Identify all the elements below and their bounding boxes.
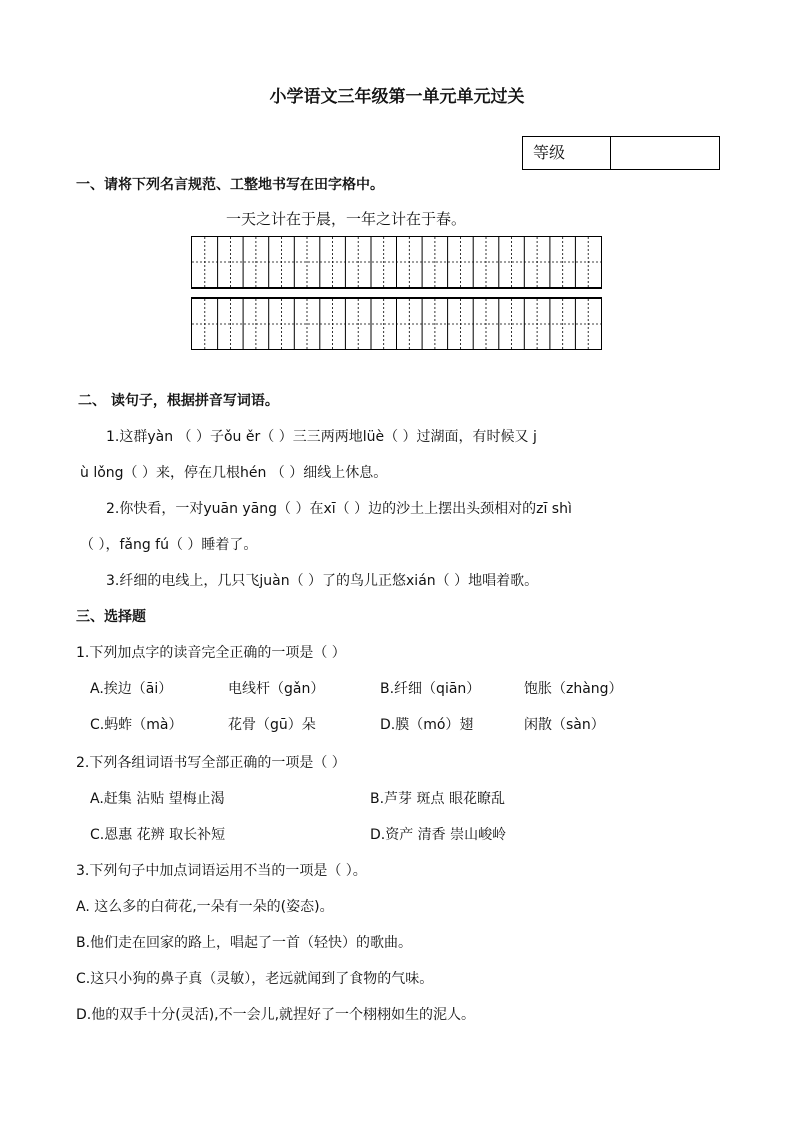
grade-label: 等级 [523,137,611,169]
pinyin-line-5: 3.纤细的电线上，几只飞juàn（ ）了的鸟儿正悠xián（ ）地唱着歌。 [106,573,539,589]
grade-value-field[interactable] [611,137,719,169]
writing-grid-2-lines [192,299,601,349]
q1-option-a: A.挨边（āi） [90,681,173,697]
q2-option-b: B.芦芽 斑点 眼花瞭乱 [370,791,505,807]
grid-separator [191,288,602,298]
writing-grid-row-2[interactable] [191,298,602,350]
section1-heading: 一、请将下列名言规范、工整地书写在田字格中。 [76,177,384,193]
q1-option-b-word2: 饱胀（zhàng） [524,681,623,697]
pinyin-line-2: ù lǒng（ ）来，停在几根hén （ ）细线上休息。 [80,465,388,481]
pinyin-line-3: 2.你快看，一对yuān yāng（ ）在xī（ ）边的沙土上摆出头颈相对的zī shì [106,501,572,517]
q3-option-a: A. 这么多的白荷花,一朵有一朵的(姿态)。 [76,899,334,915]
q2-stem: 2.下列各组词语书写全部正确的一项是（ ） [76,755,346,771]
q1-option-d: D.膜（mó）翅 [380,717,474,733]
pinyin-line-1: 1.这群yàn （ ）子ǒu ěr（ ）三三两两地lüè（ ）过湖面，有时候又 j [106,429,537,445]
q1-option-b: B.纤细（qiān） [380,681,481,697]
q2-option-d: D.资产 清香 崇山峻岭 [370,827,507,843]
motto-sentence: 一天之计在于晨，一年之计在于春。 [226,210,467,228]
q3-stem: 3.下列句子中加点词语运用不当的一项是（ ）。 [76,863,367,879]
section3-heading: 三、选择题 [76,609,146,625]
section2-heading: 二、 读句子，根据拼音写词语。 [78,393,279,409]
q3-option-b: B.他们走在回家的路上，唱起了一首（轻快）的歌曲。 [76,935,413,951]
q1-option-c-word2: 花骨（gū）朵 [228,717,316,733]
writing-grid-1-lines [192,237,601,287]
q1-stem: 1.下列加点字的读音完全正确的一项是（ ） [76,645,346,661]
q2-option-c: C.恩惠 花辨 取长补短 [90,827,226,843]
page-title: 小学语文三年级第一单元单元过关 [269,87,525,107]
writing-grid-row-1[interactable] [191,236,602,288]
q3-option-c: C.这只小狗的鼻子真（灵敏），老远就闻到了食物的气味。 [76,971,434,987]
q1-option-a-word2: 电线杆（gǎn） [228,681,325,697]
q1-option-c: C.蚂蚱（mà） [90,717,183,733]
pinyin-line-4: （ ），fǎng fú（ ）睡着了。 [80,537,258,553]
q1-option-d-word2: 闲散（sàn） [524,717,605,733]
grade-box [522,136,720,170]
q2-option-a: A.赶集 沾贴 望梅止渴 [90,791,225,807]
q3-option-d: D.他的双手十分(灵活),不一会儿,就捏好了一个栩栩如生的泥人。 [76,1007,476,1023]
